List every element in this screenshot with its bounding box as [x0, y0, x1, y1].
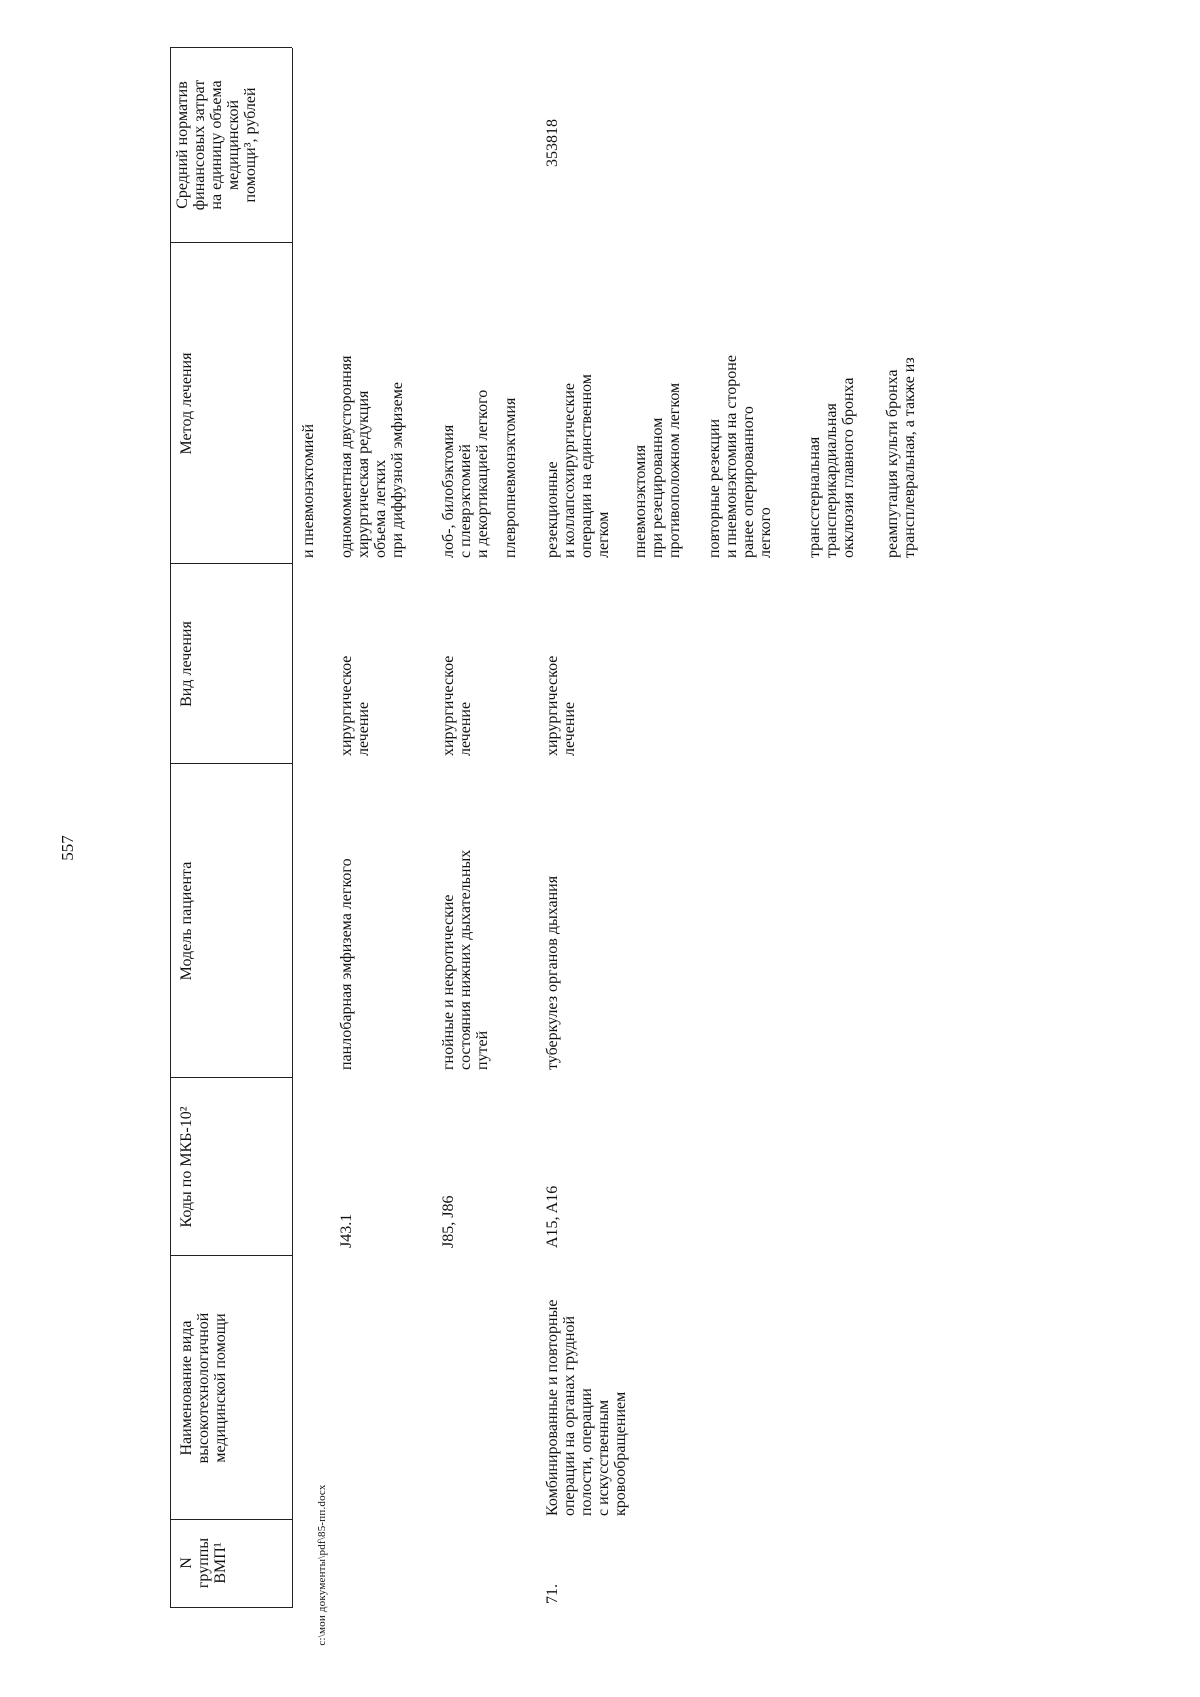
cost-cell: 353818: [544, 119, 561, 167]
group-number-cell: 71.: [544, 1584, 561, 1604]
header-codes: Коды по МКБ-10²: [178, 1106, 195, 1228]
method-cell: трансстернальная трансперикардиальная окклюзия главного бронха: [806, 377, 857, 558]
header-bottom-border: [292, 48, 293, 1608]
col-border: [170, 1255, 292, 1256]
header-method: Метод лечения: [178, 352, 195, 455]
type-cell: хирургическое лечение: [338, 655, 372, 756]
footer-file-path: c:\мои документы\pdf\85-пп.docx: [316, 1484, 328, 1646]
method-cell: пневмонэктомия при резецированном противоположном легком: [632, 382, 683, 558]
page-number: 557: [58, 835, 77, 861]
col-border: [170, 1607, 292, 1608]
method-cell: лоб-, билобэктомия с плеврэктомией и декортикацией легкого: [440, 389, 491, 558]
type-cell: хирургическое лечение: [440, 655, 474, 756]
col-border: [170, 47, 292, 48]
method-cell: повторные резекции и пневмонэктомия на стороне ранее оперированного легкого: [706, 355, 774, 558]
header-n: N группы ВМП¹: [178, 1537, 229, 1589]
codes-cell: J43.1: [338, 1213, 355, 1248]
header-model: Модель пациента: [178, 861, 195, 981]
col-border: [170, 763, 292, 764]
method-cell: плевропневмонэктомия: [502, 397, 519, 558]
type-cell: хирургическое лечение: [544, 655, 578, 756]
col-border: [170, 242, 292, 243]
codes-cell: J85, J86: [440, 1195, 457, 1248]
table-top-border: [170, 48, 171, 1608]
col-border: [170, 1077, 292, 1078]
model-cell: туберкулез органов дыхания: [544, 875, 561, 1070]
header-type: Вид лечения: [178, 621, 195, 707]
method-cell: и пневмонэктомией: [300, 423, 317, 558]
header-cost: Средний норматив финансовых затрат на единицу объема медицинской помощи³, рублей: [174, 79, 259, 211]
model-cell: панлобарная эмфизема легкого: [338, 858, 355, 1070]
table: [170, 48, 990, 1608]
header-name: Наименование вида высокотехнологичной медицинской помощи: [178, 1312, 229, 1464]
name-cell: Комбинированные и повторные операции на органах грудной полости, операции с искусственным кровообращением: [544, 1299, 629, 1516]
method-cell: одномоментная двусторонняя хирургическая редукция объема легких при диффузной эмфиземе: [338, 355, 406, 558]
codes-cell: A15, A16: [544, 1185, 561, 1248]
model-cell: гнойные и некротические состояния нижних дыхательных путей: [440, 849, 491, 1070]
method-cell: резекционные и коллапсохирургические операции на единственном легком: [544, 374, 612, 558]
col-border: [170, 1519, 292, 1520]
method-cell: реампутация культи бронха трансплевральная, а также из: [884, 357, 918, 558]
col-border: [170, 563, 292, 564]
